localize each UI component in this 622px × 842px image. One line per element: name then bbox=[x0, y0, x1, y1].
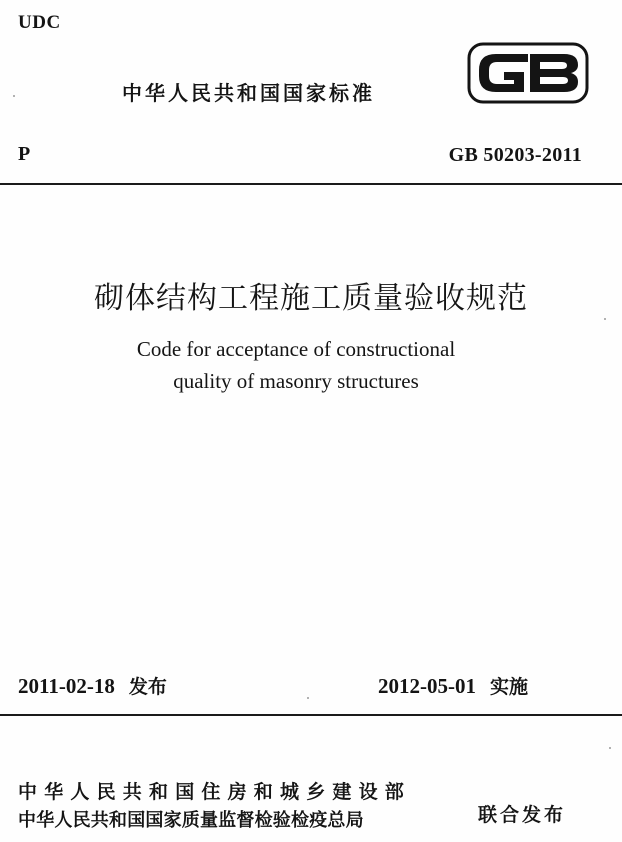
implement-date: 2012-05-01 bbox=[378, 674, 476, 698]
standard-number: GB 50203-2011 bbox=[448, 144, 582, 166]
issuers-block bbox=[18, 778, 411, 836]
issue-date-block bbox=[18, 672, 167, 699]
title-english-line2: quality of masonry structures bbox=[173, 369, 419, 393]
scan-speck bbox=[307, 697, 309, 699]
title-english bbox=[0, 333, 592, 397]
gb-logo-icon bbox=[466, 40, 590, 106]
top-divider bbox=[0, 183, 622, 185]
issue-date: 2011-02-18 bbox=[18, 674, 115, 698]
national-standard-heading: 中华人民共和国国家标准 bbox=[122, 81, 375, 105]
category-code: P bbox=[18, 143, 31, 165]
scan-speck bbox=[609, 747, 611, 749]
scan-speck bbox=[13, 95, 15, 97]
issuer-aqsiq: 中华人民共和国国家质量监督检验检疫总局 bbox=[18, 810, 364, 831]
issuer-ministry: 中华人民共和国住房和城乡建设部 bbox=[18, 781, 412, 803]
implement-label: 实施 bbox=[490, 676, 529, 698]
bottom-divider bbox=[0, 714, 622, 716]
title-english-line1: Code for acceptance of constructional bbox=[136, 337, 456, 361]
implement-date-block bbox=[378, 672, 528, 699]
title-chinese: 砌体结构工程施工质量验收规范 bbox=[94, 281, 528, 316]
scan-speck bbox=[604, 318, 606, 320]
joint-issue-label: 联合发布 bbox=[478, 804, 567, 826]
udc-code: UDC bbox=[18, 12, 61, 33]
issue-label: 发布 bbox=[128, 676, 167, 698]
